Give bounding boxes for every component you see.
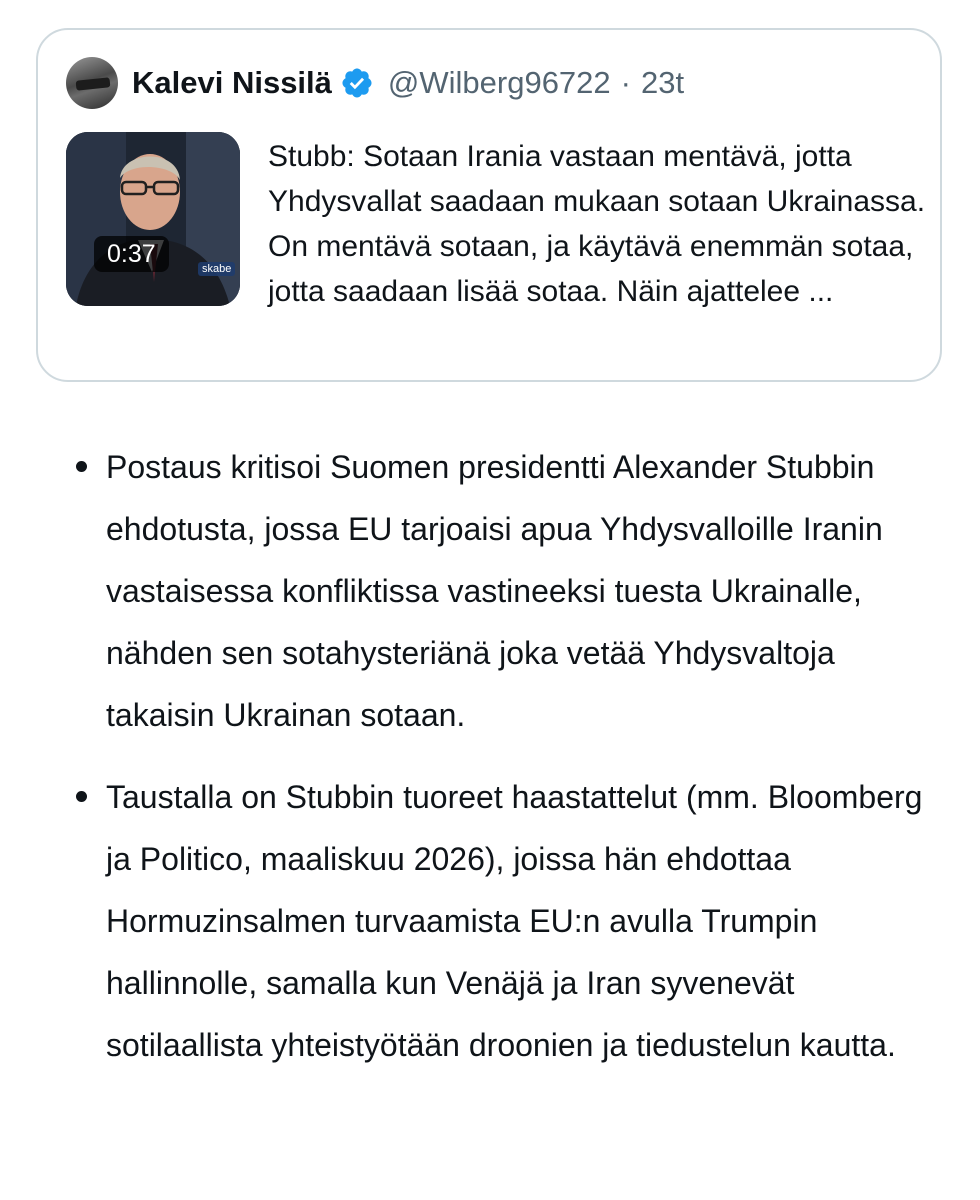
author-name[interactable]: Kalevi Nissilä [132,65,332,100]
summary-bullet-text: Taustalla on Stubbin tuoreet haastattelut (mm. Bloomberg ja Politico, maaliskuu 2026), joissa hän ehdottaa Hormuzinsalmen turvaamista EU:n avulla Trumpin hallinnolle, samalla kun Venäjä ja Iran syvenevät sotilaallista yhteistyötään droonien ja tiedustelun kautta. [106,779,923,1063]
author-handle[interactable]: @Wilberg96722 [387,65,611,100]
meta-separator: · [620,65,631,100]
quoted-tweet-header [66,54,684,112]
quoted-tweet-text: Stubb: Sotaan Irania vastaan mentävä, jotta Yhdysvallat saadaan mukaan sotaan Ukrainassa. On mentävä sotaan, ja käytävä enemmän sotaa, jotta saadaan lisää sotaa. Näin ajattelee ... [268,140,926,308]
post-time[interactable]: 23t [641,65,685,100]
video-thumbnail-image [66,132,240,306]
summary-bullet-item [106,436,946,746]
quoted-tweet-card[interactable] [36,28,942,382]
video-thumbnail[interactable] [66,132,240,306]
video-duration-badge: 0:37 [94,236,169,272]
bullet-dot-icon [76,791,87,802]
bullet-dot-icon [76,461,87,472]
summary-bullet-text: Postaus kritisoi Suomen presidentti Alexander Stubbin ehdotusta, jossa EU tarjoaisi apua Yhdysvalloille Iranin vastaisessa konfliktissa vastineeksi tuesta Ukrainalle, nähden sen sotahysteriänä joka vetää Yhdysvaltoja takaisin Ukrainan sotaan. [106,449,883,733]
author-avatar[interactable] [66,57,118,109]
video-overlay-tag: skabe [198,262,235,276]
summary-bullet-item [106,766,946,1076]
summary-bullet-list [106,436,946,1096]
verified-badge-icon [340,66,374,100]
